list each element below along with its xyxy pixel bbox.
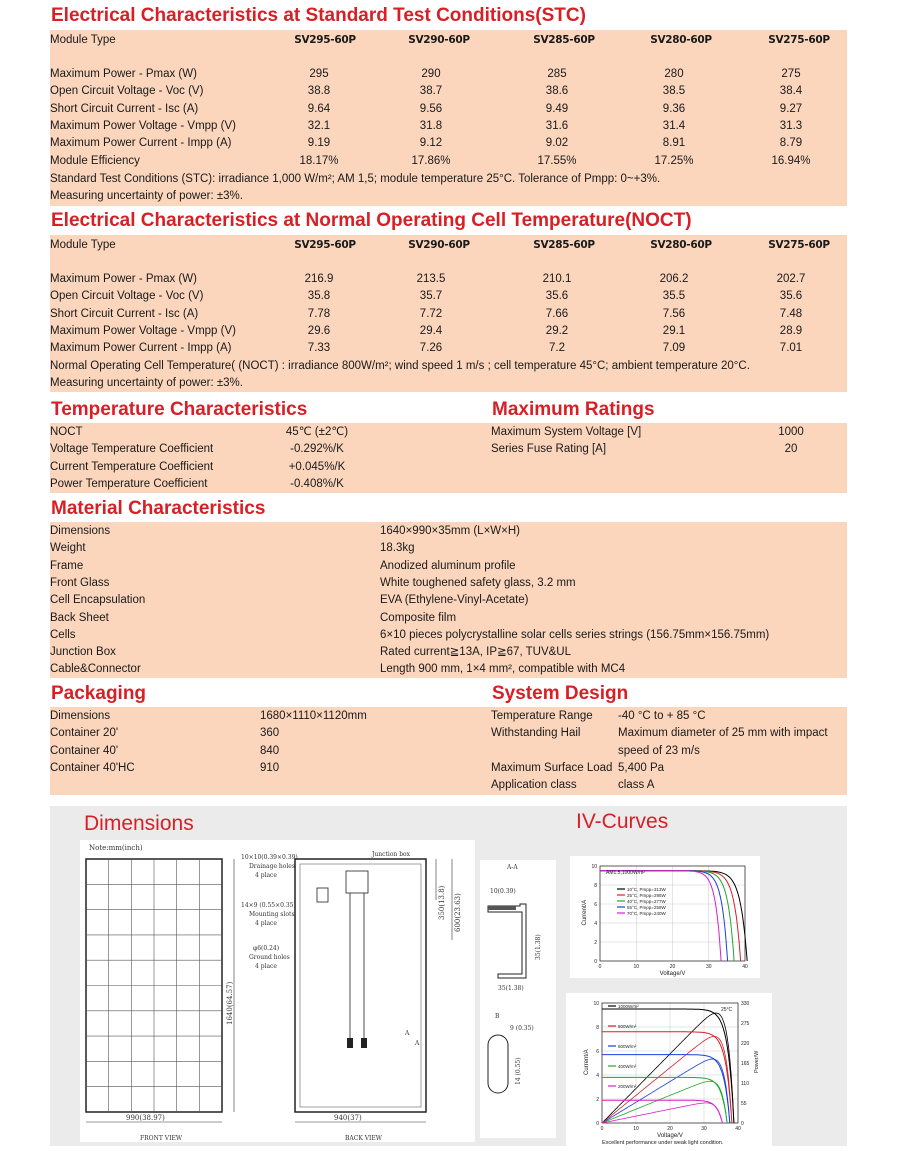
back-view-label: BACK VIEW <box>345 1135 382 1142</box>
row-label: Open Circuit Voltage - Voc (V) <box>50 85 204 98</box>
system-value: class A <box>618 779 655 792</box>
table-row <box>50 523 847 540</box>
row-value: 9.12 <box>419 137 443 150</box>
x-tick-label: 10 <box>633 1126 639 1132</box>
material-label: Cable&Connector <box>50 663 141 676</box>
packaging-value: 1680×1110×1120mm <box>260 710 367 722</box>
table-row <box>50 725 847 742</box>
table-row <box>50 66 847 83</box>
model-header: SV280-60P <box>650 34 712 46</box>
temperature-value: -0.408%/K <box>290 477 344 490</box>
model-header: SV285-60P <box>533 239 595 251</box>
table-row <box>50 708 847 725</box>
row-value: 275 <box>781 68 801 80</box>
row-value: 7.26 <box>419 342 443 355</box>
table-row <box>50 459 847 476</box>
model-header: SV290-60P <box>408 239 470 251</box>
dim-350: 350(13.8) <box>438 885 446 920</box>
row-value: 8.91 <box>662 137 686 150</box>
cross-section-svg <box>480 860 556 1138</box>
system-value: 5,400 Pa <box>618 761 665 774</box>
temperature-label: Current Temperature Coefficient <box>50 460 214 473</box>
material-label: Junction Box <box>50 646 116 659</box>
material-title: Material Characteristics <box>51 498 266 519</box>
back-width-dimension: 940(37) <box>334 1114 362 1122</box>
noct-note: Normal Operating Cell Temperature( (NOCT) : irradiance 800W/m²; wind speed 1 m/s ; cell temperature 45°C; ambient temperature 20°C. <box>50 360 750 372</box>
row-value: 32.1 <box>307 119 331 132</box>
table-row <box>50 153 847 170</box>
row-value: 7.48 <box>779 307 803 320</box>
weak-light-note: Excellent performance under weak light condition. <box>602 1140 724 1146</box>
legend-label: 1000W/m² <box>618 1003 639 1009</box>
model-header: SV295-60P <box>294 34 356 46</box>
frame-profile <box>488 904 526 978</box>
y-tick-label: 10 <box>593 1001 599 1007</box>
legend-label: 400W/m² <box>618 1063 637 1069</box>
packaging-value: 360 <box>260 727 280 740</box>
max-rating-label: Series Fuse Rating [A] <box>491 443 607 456</box>
y-tick-label: 6 <box>594 902 597 908</box>
iv-series-line <box>600 871 734 961</box>
model-header: SV285-60P <box>533 34 595 46</box>
row-value: 17.25% <box>654 154 694 167</box>
x-tick-label: 30 <box>705 964 712 970</box>
table-row <box>50 340 847 357</box>
material-value: Anodized aluminum profile <box>380 559 516 572</box>
dimension-drawing-svg <box>80 840 475 1142</box>
ground-count: 4 place <box>255 963 277 970</box>
table-row <box>50 540 847 557</box>
x-tick-label: 40 <box>742 964 748 970</box>
row-value: 290 <box>421 68 441 80</box>
system-label: Withstanding Hail <box>491 727 581 740</box>
temperature-value: 45℃ (±2℃) <box>285 426 349 438</box>
table-row <box>50 592 847 609</box>
row-label: Maximum Power Current - Impp (A) <box>50 137 232 150</box>
material-label: Frame <box>50 559 84 572</box>
material-value: White toughened safety glass, 3.2 mm <box>380 576 576 589</box>
row-value: 35.7 <box>419 290 443 303</box>
noct-header-row <box>50 237 847 254</box>
row-value: 285 <box>547 68 567 80</box>
row-value: 213.5 <box>416 273 446 285</box>
x-tick-label: 30 <box>701 1126 707 1132</box>
row-value: 31.4 <box>662 119 686 132</box>
row-value: 29.6 <box>307 324 331 337</box>
model-header: SV290-60P <box>408 34 470 46</box>
chart-title: 25°C <box>721 1007 733 1013</box>
row-value: 38.7 <box>419 85 443 98</box>
material-label: Weight <box>50 542 86 555</box>
x-tick-label: 40 <box>735 1126 741 1132</box>
mounting-size: 14×9 (0.55×0.35) <box>241 902 296 909</box>
table-row <box>50 288 847 305</box>
y-tick-label: 6 <box>596 1049 599 1055</box>
row-value: 29.1 <box>662 324 686 337</box>
material-label: Front Glass <box>50 576 110 589</box>
max-ratings-title: Maximum Ratings <box>492 399 655 420</box>
iv-series-line <box>600 871 721 961</box>
junction-box-label: Junction box <box>372 851 411 858</box>
iv-chart-irradiance <box>566 993 772 1146</box>
row-value: 216.9 <box>304 273 334 285</box>
system-value: Maximum diameter of 25 mm with impact <box>618 727 828 740</box>
row-value: 7.2 <box>549 342 565 355</box>
y2-tick-label: 110 <box>741 1081 749 1087</box>
y-tick-label: 2 <box>594 940 597 946</box>
iv-series-line <box>600 871 747 961</box>
junction-box <box>346 871 368 893</box>
max-rating-value: 20 <box>784 443 798 456</box>
row-label: Maximum Power Voltage - Vmpp (V) <box>50 119 236 132</box>
row-value: 8.79 <box>779 137 803 150</box>
table-row <box>50 760 847 777</box>
table-row <box>50 306 847 323</box>
mounting-label: Mounting slots <box>249 911 295 918</box>
chart-title: AM1.5,1000W/m² <box>606 870 645 876</box>
packaging-label: Container 40'HC <box>50 761 135 774</box>
material-value: 18.3kg <box>380 542 415 555</box>
ground-size: φ6(0.24) <box>253 945 280 952</box>
system-label: Maximum Surface Load <box>491 761 613 774</box>
packaging-title: Packaging <box>51 683 147 704</box>
iv-series-line <box>600 871 741 961</box>
model-header: SV275-60P <box>768 34 830 46</box>
system-value: -40 °C to + 85 °C <box>618 710 706 722</box>
temperature-title: Temperature Characteristics <box>51 399 308 420</box>
table-row <box>50 323 847 340</box>
y-axis-label: Current/A <box>582 899 588 926</box>
material-label: Back Sheet <box>50 611 109 624</box>
temperature-value: -0.292%/K <box>290 443 344 456</box>
cell-grid <box>86 859 222 1112</box>
section-b-label: B <box>495 1013 500 1020</box>
row-label: Short Circuit Current - Isc (A) <box>50 102 199 115</box>
temperature-ratings-table <box>50 423 847 493</box>
module-type-label: Module Type <box>50 34 116 46</box>
packaging-value: 840 <box>260 744 280 757</box>
table-row <box>50 558 847 575</box>
x-tick-label: 20 <box>667 1126 673 1132</box>
row-value: 38.4 <box>779 85 803 98</box>
row-value: 210.1 <box>542 273 572 285</box>
row-value: 35.6 <box>545 290 569 303</box>
dimensions-title: Dimensions <box>84 812 194 835</box>
label-plate <box>317 888 328 902</box>
table-row <box>50 610 847 627</box>
y-axis-label: Current/A <box>584 1049 590 1075</box>
section-a-mark: A <box>415 1040 420 1047</box>
row-value: 17.86% <box>411 154 451 167</box>
back-view-frame <box>295 859 426 1112</box>
dim-14: 14 (0.55) <box>515 1057 522 1085</box>
row-value: 29.4 <box>419 324 443 337</box>
y-tick-label: 0 <box>596 1121 599 1127</box>
x-tick-label: 0 <box>598 964 602 970</box>
legend-label: 70°C, Pmpp=240W <box>627 910 666 916</box>
front-view-label: FRONT VIEW <box>140 1135 183 1142</box>
system-value: speed of 23 m/s <box>618 744 700 757</box>
row-value: 31.6 <box>545 119 569 132</box>
system-label: Temperature Range <box>491 710 593 722</box>
noct-table <box>50 235 847 392</box>
row-value: 16.94% <box>771 154 811 167</box>
row-label: Maximum Power Current - Impp (A) <box>50 342 232 355</box>
row-label: Module Efficiency <box>50 154 140 167</box>
temperature-value: +0.045%/K <box>288 460 346 473</box>
stc-header-row <box>50 32 847 49</box>
model-header: SV280-60P <box>650 239 712 251</box>
dim-35-horizontal: 35(1.38) <box>498 985 524 992</box>
row-label: Maximum Power - Pmax (W) <box>50 68 197 80</box>
section-a-mark: A <box>405 1030 410 1037</box>
packaging-system-table <box>50 707 847 795</box>
model-header: SV295-60P <box>294 239 356 251</box>
row-value: 9.49 <box>545 102 569 115</box>
row-value: 35.8 <box>307 290 331 303</box>
material-value: 1640×990×35mm (L×W×H) <box>380 525 520 537</box>
temperature-label: Power Temperature Coefficient <box>50 477 208 490</box>
y-tick-label: 10 <box>591 864 597 870</box>
table-row <box>50 101 847 118</box>
y2-tick-label: 55 <box>741 1101 747 1107</box>
table-row <box>50 83 847 100</box>
row-value: 38.6 <box>545 85 569 98</box>
table-row <box>50 118 847 135</box>
x-tick-label: 10 <box>633 964 640 970</box>
drainage-count: 4 place <box>255 872 277 879</box>
row-value: 9.02 <box>545 137 569 150</box>
table-row <box>50 777 847 794</box>
max-rating-value: 1000 <box>778 426 804 438</box>
legend-label: 25°C, Pmpp=295W <box>627 892 666 898</box>
legend-label: 55°C, Pmpp=259W <box>627 904 666 910</box>
legend-label: 600W/m² <box>618 1043 637 1049</box>
x-axis-label: Voltage/V <box>659 971 686 977</box>
material-table <box>50 522 847 678</box>
row-value: 18.17% <box>299 154 339 167</box>
y2-tick-label: 0 <box>741 1121 744 1127</box>
power-series-line <box>602 1103 722 1123</box>
row-value: 7.72 <box>419 307 443 320</box>
y-tick-label: 8 <box>596 1025 599 1031</box>
row-value: 7.01 <box>779 342 803 355</box>
x-axis-label: Voltage/V <box>657 1133 683 1139</box>
temperature-label: Voltage Temperature Coefficient <box>50 443 214 456</box>
ground-label: Ground holes <box>249 954 290 961</box>
cross-section-drawing <box>480 860 556 1138</box>
material-value: Composite film <box>380 611 457 624</box>
note-text: Note:mm(inch) <box>89 844 143 852</box>
row-value: 9.19 <box>307 137 331 150</box>
row-value: 206.2 <box>659 273 689 285</box>
y-tick-label: 4 <box>596 1073 599 1079</box>
stc-title: Electrical Characteristics at Standard Test Conditions(STC) <box>51 5 586 26</box>
row-value: 29.2 <box>545 324 569 337</box>
section-aa-label: A-A <box>507 864 518 871</box>
table-row <box>50 661 847 678</box>
packaging-label: Container 40' <box>50 744 119 757</box>
y-tick-label: 2 <box>596 1097 599 1103</box>
x-tick-label: 0 <box>600 1126 604 1132</box>
table-row <box>50 476 847 493</box>
table-row <box>50 627 847 644</box>
iv-curves-title: IV-Curves <box>576 810 669 833</box>
width-dimension: 990(38.97) <box>126 1114 165 1122</box>
glass-layer <box>488 906 516 910</box>
module-type-label: Module Type <box>50 239 116 251</box>
table-row <box>50 441 847 458</box>
row-value: 280 <box>664 68 684 80</box>
stc-note: Standard Test Conditions (STC): irradiance 1,000 W/m²; AM 1,5; module temperature 25°C. Tolerance of Pmpp: 0~+3%. <box>50 173 661 185</box>
legend-label: 40°C, Pmpp=277W <box>627 898 666 904</box>
row-value: 7.56 <box>662 307 686 320</box>
noct-note: Measuring uncertainty of power: ±3%. <box>50 377 243 389</box>
material-value: EVA (Ethylene-Vinyl-Acetate) <box>380 594 529 607</box>
material-value: Rated current≧13A, IP≧67, TUV&UL <box>380 646 572 659</box>
row-value: 31.8 <box>419 119 443 132</box>
noct-title: Electrical Characteristics at Normal Operating Cell Temperature(NOCT) <box>51 210 692 231</box>
stc-note: Measuring uncertainty of power: ±3%. <box>50 190 243 202</box>
table-row <box>50 575 847 592</box>
dim-9: 9 (0.35) <box>510 1025 534 1032</box>
packaging-value: 910 <box>260 761 280 774</box>
table-row <box>50 644 847 661</box>
row-value: 7.33 <box>307 342 331 355</box>
table-row <box>50 271 847 288</box>
iv-chart-temperature <box>570 856 760 978</box>
mounting-count: 4 place <box>255 920 277 927</box>
max-rating-label: Maximum System Voltage [V] <box>491 426 642 438</box>
row-value: 7.78 <box>307 307 331 320</box>
connector-left <box>347 1038 353 1048</box>
dimension-drawing <box>80 840 475 1142</box>
connector-right <box>361 1038 367 1048</box>
row-value: 202.7 <box>776 273 806 285</box>
table-row <box>50 135 847 152</box>
row-label: Open Circuit Voltage - Voc (V) <box>50 290 204 303</box>
stc-table <box>50 30 847 206</box>
material-value: 6×10 pieces polycrystalline solar cells series strings (156.75mm×156.75mm) <box>380 628 770 641</box>
y2-tick-label: 165 <box>741 1061 750 1067</box>
material-label: Cells <box>50 628 76 641</box>
row-value: 9.27 <box>779 102 803 115</box>
row-value: 295 <box>309 68 329 80</box>
x-tick-label: 20 <box>669 964 676 970</box>
packaging-label: Container 20' <box>50 727 119 740</box>
row-value: 9.36 <box>662 102 686 115</box>
temperature-label: NOCT <box>50 426 83 438</box>
row-label: Maximum Power Voltage - Vmpp (V) <box>50 324 236 337</box>
table-row <box>50 743 847 760</box>
height-dimension: 1640(64.57) <box>226 981 234 1025</box>
y-tick-label: 4 <box>594 921 597 927</box>
legend-label: 200W/m² <box>618 1083 637 1089</box>
model-header: SV275-60P <box>768 239 830 251</box>
y2-tick-label: 330 <box>741 1001 750 1007</box>
row-value: 7.66 <box>545 307 569 320</box>
iv-series-line <box>600 871 728 961</box>
material-label: Dimensions <box>50 525 111 537</box>
table-row <box>50 424 847 441</box>
iv-chart-irradiance-svg <box>566 993 772 1146</box>
drainage-label: Drainage holes <box>249 863 295 870</box>
row-value: 31.3 <box>779 119 803 132</box>
y2-tick-label: 275 <box>741 1021 750 1027</box>
row-value: 38.8 <box>307 85 331 98</box>
y2-tick-label: 220 <box>741 1041 750 1047</box>
mounting-slot <box>488 1035 508 1093</box>
row-value: 38.5 <box>662 85 686 98</box>
row-value: 28.9 <box>779 324 803 337</box>
legend-label: 800W/m² <box>618 1023 637 1029</box>
dim-600: 600(23.63) <box>454 893 462 932</box>
y-tick-label: 0 <box>594 959 597 965</box>
iv-chart-temperature-svg <box>570 856 760 978</box>
row-value: 35.5 <box>662 290 686 303</box>
material-value: Length 900 mm, 1×4 mm², compatible with MC4 <box>380 663 626 676</box>
row-label: Short Circuit Current - Isc (A) <box>50 307 199 320</box>
y-tick-label: 8 <box>594 883 597 889</box>
dim-35-vertical: 35(1.38) <box>535 934 542 960</box>
y2-axis-label: Power/W <box>754 1050 760 1073</box>
material-label: Cell Encapsulation <box>50 594 146 607</box>
packaging-label: Dimensions <box>50 710 111 722</box>
row-value: 35.6 <box>779 290 803 303</box>
system-design-title: System Design <box>492 683 629 704</box>
drainage-size: 10×10(0.39×0.39) <box>241 854 298 861</box>
dim-10: 10(0.39) <box>490 888 516 895</box>
row-label: Maximum Power - Pmax (W) <box>50 273 197 285</box>
row-value: 7.09 <box>662 342 686 355</box>
row-value: 9.64 <box>307 102 331 115</box>
row-value: 9.56 <box>419 102 443 115</box>
row-value: 17.55% <box>537 154 577 167</box>
legend-label: 10°C, Pmpp=313W <box>627 886 666 892</box>
system-label: Application class <box>491 779 577 792</box>
